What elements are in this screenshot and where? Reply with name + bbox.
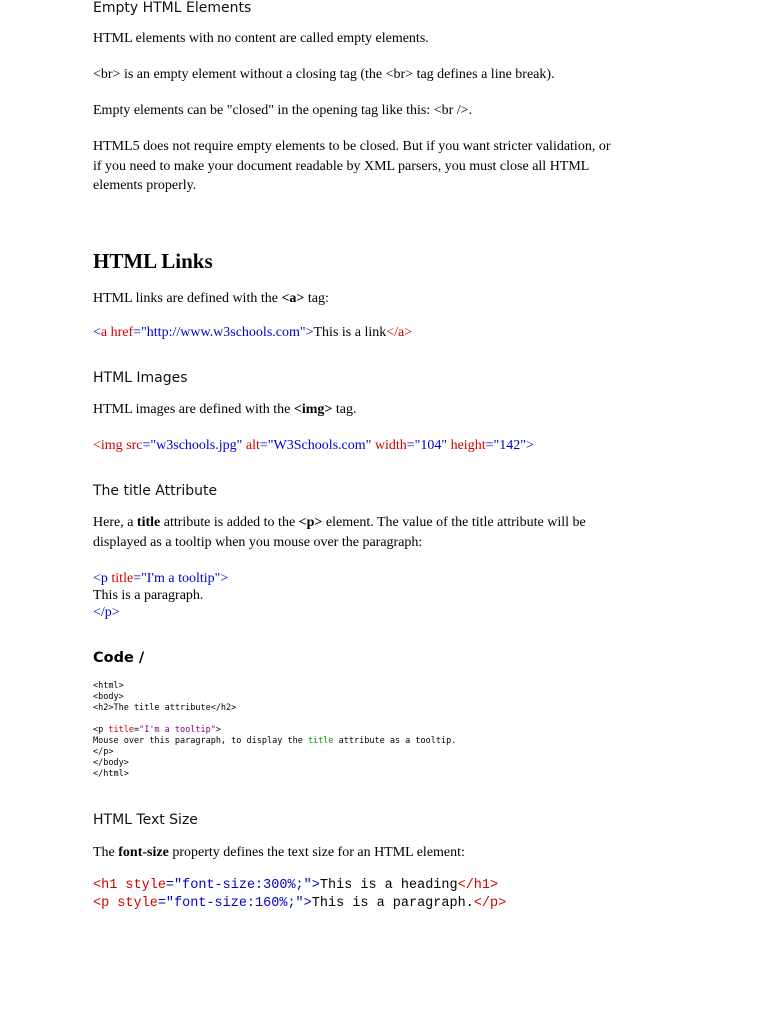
title-line1-mid: attribute is added to the — [160, 515, 299, 530]
code-val-width: "104" — [414, 438, 448, 453]
code-val-url: "http://www.w3schools.com" — [141, 325, 306, 340]
code-attr-href: href — [107, 325, 134, 340]
code-tag-img: <img — [93, 438, 123, 453]
code-p2-text: This is a paragraph. — [311, 896, 474, 911]
images-heading: HTML Images — [93, 370, 188, 386]
code-h1-tag: <h1 — [93, 878, 118, 893]
title-line1-tag: <p> — [298, 515, 323, 530]
code-line-p — [93, 725, 456, 736]
links-heading: HTML Links — [93, 249, 213, 273]
text-size-code-h1 — [93, 877, 498, 895]
code-p2-tag: <p — [93, 896, 110, 911]
code-tag-a: a — [100, 325, 108, 340]
images-intro-post: tag. — [332, 402, 357, 417]
code-p-tag: <p — [93, 725, 109, 735]
code-h1-eq: = — [165, 878, 175, 893]
code-attr-height: height — [447, 438, 486, 453]
links-code-example — [93, 323, 412, 343]
code-attr-title: title — [107, 571, 134, 586]
empty-elements-paragraph-1: HTML elements with no content are called empty elements. — [93, 31, 429, 46]
empty-elements-paragraph-3: Empty elements can be "closed" in the opening tag like this: <br />. — [93, 103, 473, 118]
title-attr-heading: The title Attribute — [93, 483, 218, 499]
links-intro-tag: <a> — [281, 291, 305, 306]
code-mouse-pre: Mouse over this paragraph, to display the — [93, 736, 308, 746]
code-val-title: "I'm a tooltip" — [141, 571, 221, 586]
code-line-close-html: </html> — [93, 769, 129, 779]
code-line-body: <body> — [93, 692, 124, 702]
code-h1-text: This is a heading — [319, 878, 458, 893]
empty-elements-heading: Empty HTML Elements — [93, 0, 252, 16]
links-intro — [93, 289, 329, 309]
empty-elements-paragraph-4-line-1: HTML5 does not require empty elements to be closed. But if you want stricter validation, or — [93, 139, 611, 154]
code-mouse-post: attribute as a tooltip. — [333, 736, 457, 746]
code-blank-line — [93, 714, 456, 725]
text-size-intro — [93, 843, 465, 863]
code-p-eq: = — [133, 725, 140, 735]
title-attr-paragraph-line-2: displayed as a tooltip when you mouse over the paragraph: — [93, 535, 423, 550]
code-line-close-body: </body> — [93, 758, 129, 768]
code-val-src: "w3schools.jpg" — [150, 438, 243, 453]
code-p2-eq: = — [157, 896, 166, 911]
code-line-close-p: </p> — [93, 747, 114, 757]
code-p2-val: "font-size:160%;" — [165, 896, 304, 911]
code-tag-p: <p — [93, 571, 108, 586]
empty-elements-paragraph-4-line-2: if you need to make your document readable by XML parsers, you must close all HTML — [93, 159, 590, 174]
title-attr-paragraph-line-1 — [93, 513, 586, 533]
text-size-code-p — [93, 895, 506, 913]
code-heading: Code / — [93, 650, 145, 666]
links-intro-pre: HTML links are defined with the — [93, 291, 282, 306]
code-eq: = — [133, 571, 142, 586]
code-attr-alt: alt — [242, 438, 260, 453]
code-p2-close: </p> — [473, 896, 507, 911]
code-h1-val: "font-size:300%;" — [174, 878, 312, 893]
title-code-close: </p> — [93, 605, 120, 620]
code-eq: = — [133, 325, 142, 340]
code-line-h2: <h2>The title attribute</h2> — [93, 703, 237, 713]
images-intro — [93, 400, 357, 420]
code-mouse-kw: title — [307, 736, 334, 746]
code-gt: > — [525, 438, 534, 453]
text-size-heading: HTML Text Size — [93, 812, 198, 828]
empty-elements-paragraph-2: <br> is an empty element without a closing tag (the <br> tag defines a line break). — [93, 67, 555, 82]
code-p2-attr: style — [109, 896, 158, 911]
links-intro-post: tag: — [304, 291, 329, 306]
code-h1-gt: > — [311, 878, 320, 893]
images-intro-pre: HTML images are defined with the — [93, 402, 294, 417]
code-h1-attr: style — [117, 878, 166, 893]
empty-elements-paragraph-4-line-3: elements properly. — [93, 178, 197, 193]
code-close-a: </a> — [386, 325, 413, 340]
images-code-example: <img src="w3schools.jpg" alt="W3Schools.com" width="104" height="142"> — [93, 438, 534, 453]
code-val-height: "142" — [493, 438, 526, 453]
code-attr-width: width — [371, 438, 407, 453]
code-p-attr: title — [108, 725, 134, 735]
code-line-html: <html> — [93, 681, 124, 691]
title-code-text: This is a paragraph. — [93, 588, 204, 603]
title-line1-post: element. The value of the title attribute will be — [322, 515, 586, 530]
code-val-alt: "W3Schools.com" — [267, 438, 372, 453]
text-size-intro-pre: The — [93, 845, 119, 860]
code-p-val: "I'm a tooltip" — [139, 725, 216, 735]
text-size-intro-post: property defines the text size for an HTML element: — [168, 845, 465, 860]
code-gt: > — [305, 325, 314, 340]
title-line1-pre: Here, a — [93, 515, 137, 530]
code-link-text: This is a link — [313, 325, 387, 340]
code-p-gt: > — [215, 725, 221, 735]
code-attr-src: src — [122, 438, 143, 453]
code-block — [93, 681, 456, 780]
code-line-mouse — [93, 736, 456, 747]
code-p2-gt: > — [303, 896, 312, 911]
text-size-intro-bold: font-size — [118, 845, 169, 860]
code-h1-close: </h1> — [457, 878, 499, 893]
title-line1-bold: title — [136, 515, 161, 530]
code-gt: > — [220, 571, 229, 586]
code-lt: < — [93, 325, 101, 340]
images-intro-tag: <img> — [293, 402, 333, 417]
